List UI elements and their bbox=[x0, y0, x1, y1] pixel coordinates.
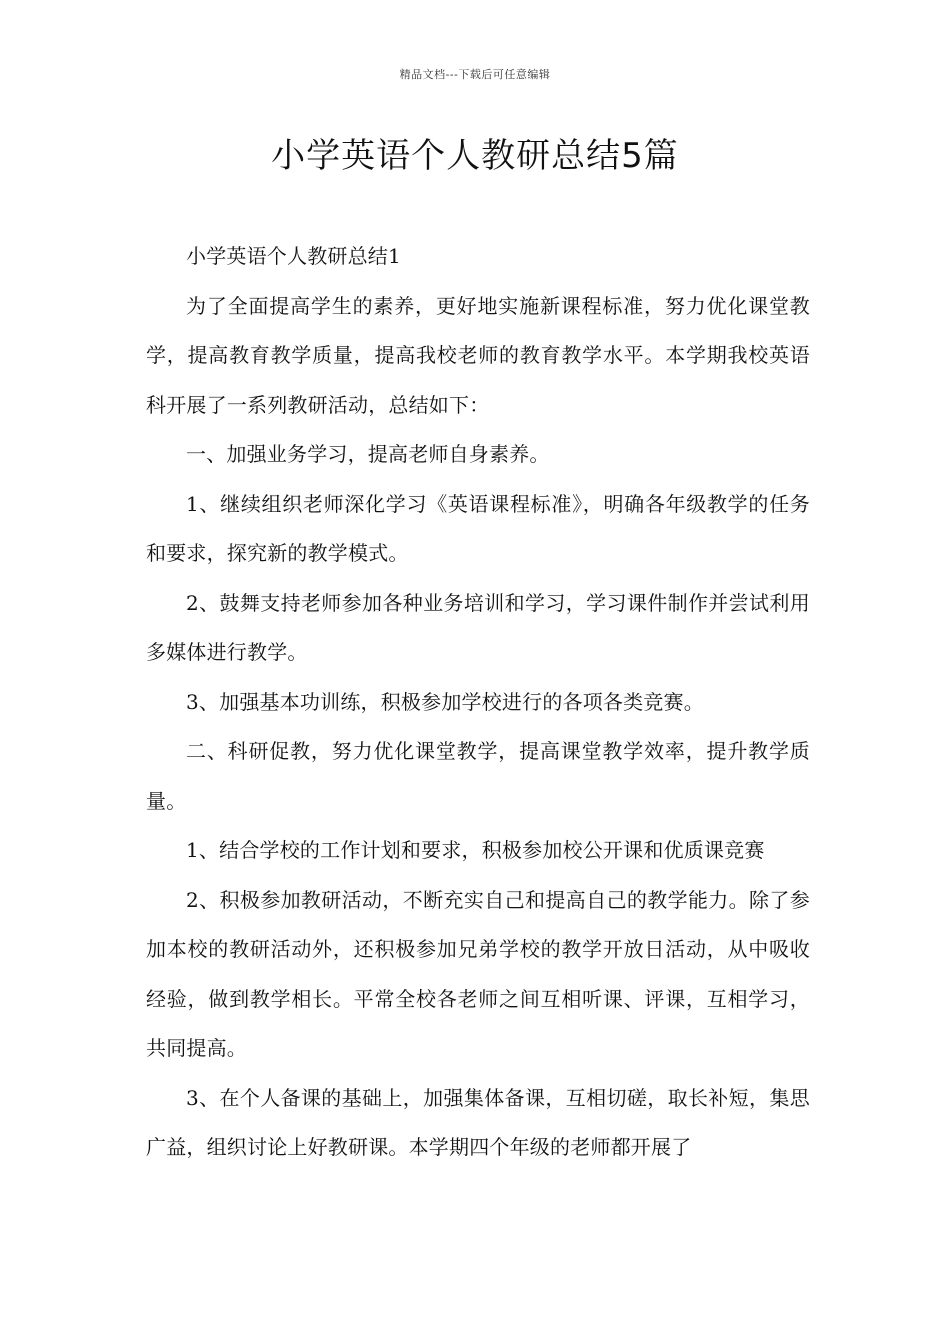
paragraph: 1、结合学校的工作计划和要求，积极参加校公开课和优质课竞赛 bbox=[186, 838, 765, 862]
paragraph: 2、积极参加教研活动，不断充实自己和提高自己的教学能力。除了参加本校的教研活动外，还积极参加兄弟学校的教学开放日活动，从中吸收经验，做到教学相长。平常全校各老师之间互相听课、评课，互相学习，共同提高。 bbox=[146, 887, 810, 1060]
document-body bbox=[146, 232, 810, 1173]
paragraph: 为了全面提高学生的素养，更好地实施新课程标准，努力优化课堂教学，提高教育教学质量，提高我校老师的教育教学水平。本学期我校英语科开展了一系列教研活动，总结如下： bbox=[146, 293, 810, 417]
paragraph: 二、科研促教，努力优化课堂教学，提高课堂教学效率，提升教学质量。 bbox=[146, 739, 810, 813]
paragraph: 3、在个人备课的基础上，加强集体备课，互相切磋，取长补短，集思广益，组织讨论上好教研课。本学期四个年级的老师都开展了 bbox=[146, 1085, 810, 1159]
paragraph: 2、鼓舞支持老师参加各种业务培训和学习，学习课件制作并尝试利用多媒体进行教学。 bbox=[146, 590, 810, 664]
paragraph: 3、加强基本功训练，积极参加学校进行的各项各类竞赛。 bbox=[186, 689, 704, 714]
header-note: 精品文档---下载后可任意编辑 bbox=[399, 68, 551, 81]
paragraph: 一、加强业务学习，提高老师自身素养。 bbox=[186, 442, 550, 466]
section-heading: 小学英语个人教研总结1 bbox=[186, 244, 401, 268]
document-title: 小学英语个人教研总结5篇 bbox=[271, 136, 679, 176]
paragraph: 1、继续组织老师深化学习《英语课程标准》，明确各年级教学的任务和要求，探究新的教学模式。 bbox=[146, 491, 810, 565]
